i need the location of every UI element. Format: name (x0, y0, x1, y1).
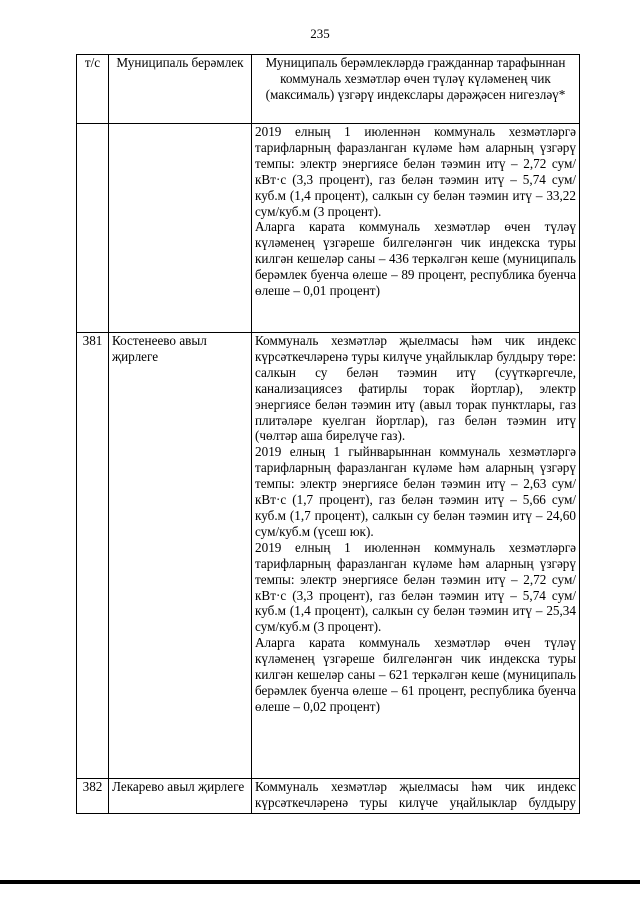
row-description (252, 333, 580, 779)
municipality-name: Лекарево авыл җирлеге (109, 779, 252, 814)
paragraph: 2019 елның 1 июленнән коммуналь хезмәтләргә тарифларның фаразланган күләме һәм аларның үзгәрү темпы: электр энергиясе белән тәэмин итү – 2,72 сум/кВт·с (3,3 процент), газ белән тәэмин итү – 5,74 сум/куб.м (1,4 процент), салкын су белән тәэмин итү – 25,34 сум/куб.м (3 процент). (255, 539, 576, 635)
municipality-name (109, 124, 252, 333)
page-number: 235 (310, 26, 330, 41)
row-number: 382 (77, 779, 109, 814)
municipality-name: Костенеево авыл җирлеге (109, 333, 252, 779)
table-row (77, 779, 580, 814)
bottom-border-line (0, 880, 640, 884)
header-description: Муниципаль берәмлекләрдә гражданнар тарафыннан коммуналь хезмәтләр өчен түләү күләменең чик (максималь) үзгәрү индекслары дәрәҗәсен нигезләү* (252, 55, 580, 124)
indices-table (76, 54, 580, 814)
row-number: 381 (77, 333, 109, 779)
paragraph: Коммуналь хезмәтләр җыелмасы һәм чик индекс күрсәткечләренә туры килүче уңайлыклар булдыру (255, 779, 576, 810)
header-municipality: Муниципаль берәмлек (109, 55, 252, 124)
paragraph: 2019 елның 1 июленнән коммуналь хезмәтләргә тарифларның фаразланган күләме һәм аларның үзгәрү темпы: электр энергиясе белән тәэмин итү – 2,72 сум/кВт·с (3,3 процент), газ белән тәэмин итү – 5,74 сум/куб.м (1,4 процент), салкын су белән тәэмин итү – 33,22 сум/куб.м (3 процент). (255, 124, 576, 219)
row-description (252, 779, 580, 814)
paragraph: 2019 елның 1 гыйнварыннан коммуналь хезмәтләргә тарифларның фаразланган күләме һәм аларның үзгәрү темпы: электр энергиясе белән тәэмин итү – 2,63 сум/кВт·с (1,7 процент), газ белән тәэмин итү – 5,66 сум/куб.м (1,7 процент), салкын су белән тәэмин итү – 24,60 сум/куб.м (үсеш юк). (255, 444, 576, 539)
row-number (77, 124, 109, 333)
paragraph: Коммуналь хезмәтләр җыелмасы һәм чик индекс күрсәткечләренә туры килүче уңайлыклар булдыру төре: салкын су белән тәэмин итү (суүткәргечле, канализациясез фатирлы торак йортлар), электр энергиясе белән тәэмин итү (авыл торак пунктлары, газ плитәләре куелган йортлар), газ белән тәэмин итү (чөлтәр аша бирелүче газ). (255, 333, 576, 444)
paragraph: Аларга карата коммуналь хезмәтләр өчен түләү күләменең үзгәреше билгеләнгән чик индекска туры килгән кешеләр саны – 621 теркәлгән кеше (муниципаль берәмлек буенча өлеше – 61 процент, республика буенча өлеше – 0,02 процент) (255, 635, 576, 714)
header-number: т/с (77, 55, 109, 124)
table-header-row (77, 55, 580, 124)
row-description (252, 124, 580, 333)
table-row (77, 124, 580, 333)
table-row (77, 333, 580, 779)
paragraph: Аларга карата коммуналь хезмәтләр өчен түләү күләменең үзгәреше билгеләнгән чик индекска туры килгән кешеләр саны – 436 теркәлгән кеше (муниципаль берәмлек буенча өлеше – 89 процент, республика буенча өлеше – 0,01 процент) (255, 219, 576, 299)
